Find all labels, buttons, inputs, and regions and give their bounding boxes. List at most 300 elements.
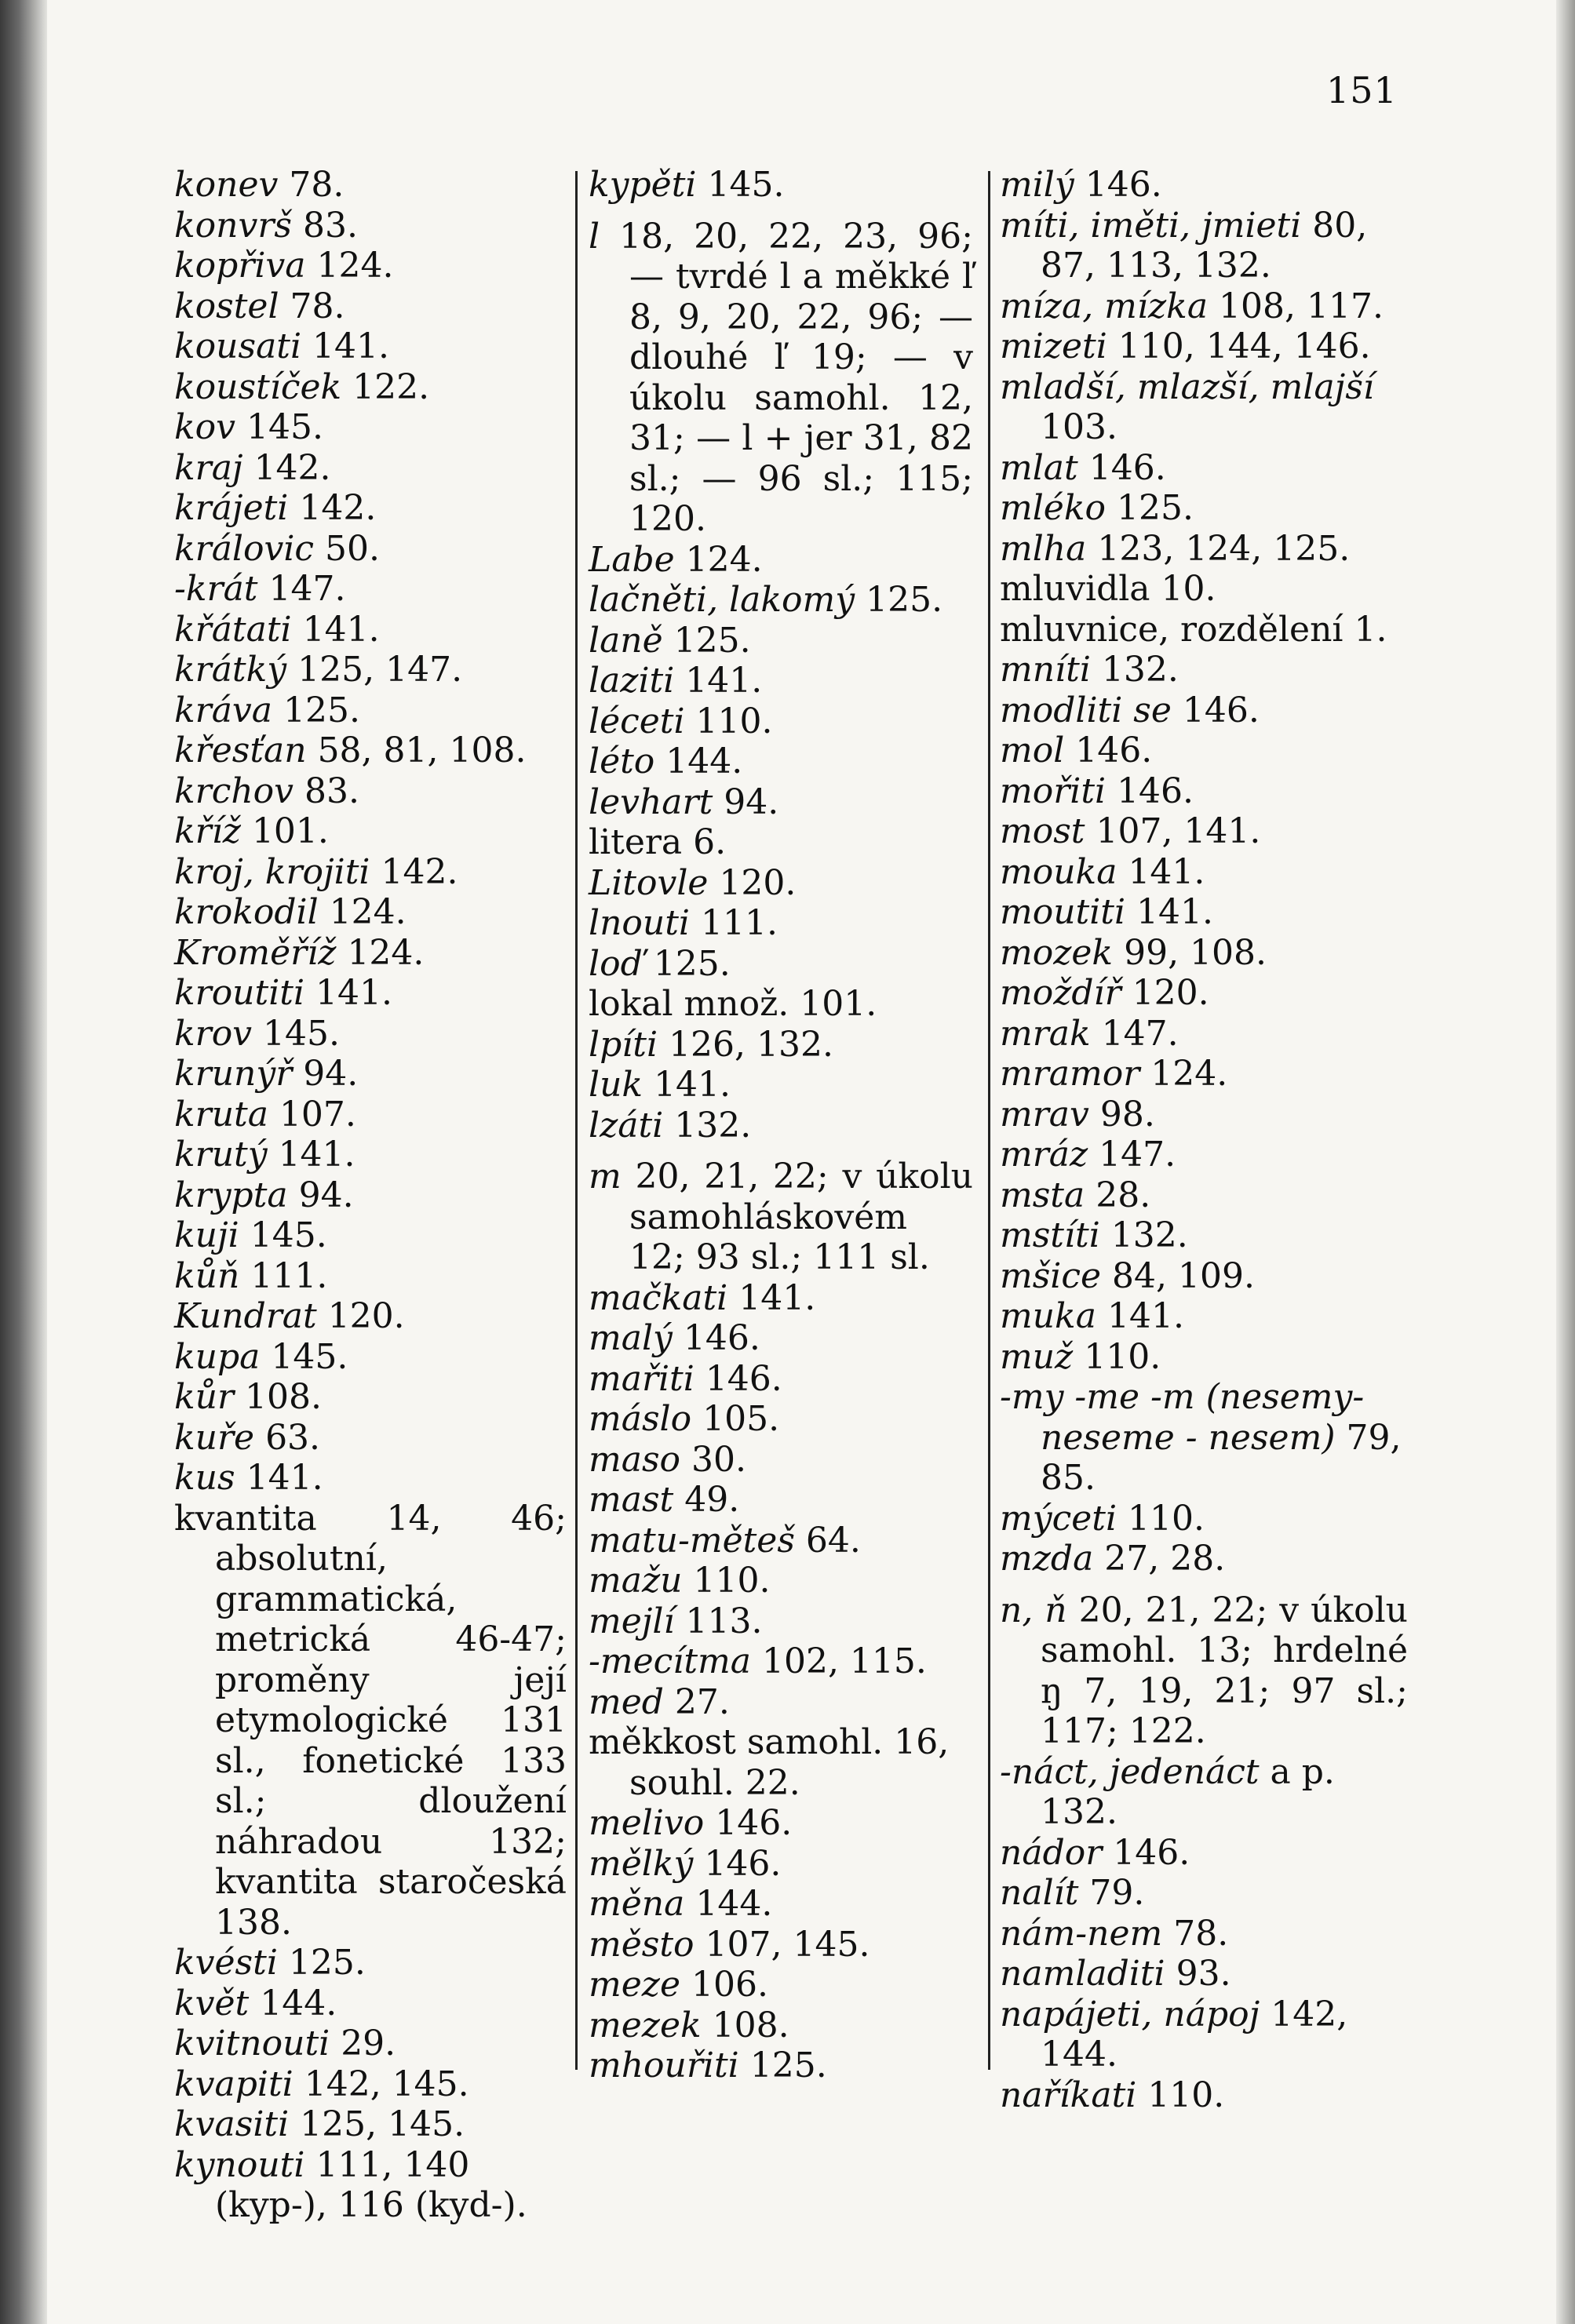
index-entry: [174, 1337, 567, 1378]
index-headword: mol: [1000, 730, 1065, 770]
index-entry: [1000, 2075, 1408, 2116]
index-entry: [589, 540, 973, 581]
index-headword: lačněti, lakomý: [589, 580, 855, 620]
index-headword: kůr: [174, 1377, 235, 1417]
index-references: 108, 117.: [1208, 286, 1384, 326]
index-headword: mlat: [1000, 447, 1078, 488]
index-references: 94.: [287, 1175, 354, 1215]
index-references: 146.: [1102, 1832, 1190, 1873]
index-references: 120.: [708, 862, 797, 903]
index-headword: laně: [589, 620, 663, 661]
index-entry: [1000, 448, 1408, 489]
page-number: 151: [1326, 69, 1398, 111]
index-headword: kvapiti: [174, 2064, 293, 2104]
index-references: 28.: [1085, 1175, 1151, 1215]
index-headword: kypěti: [589, 165, 697, 205]
index-references: 146.: [1106, 770, 1194, 811]
index-headword: melivo: [589, 1803, 705, 1843]
index-headword: máslo: [589, 1399, 692, 1439]
index-references: 108.: [234, 1377, 323, 1417]
index-entry: [1000, 1215, 1408, 1256]
index-references: 125.: [277, 1943, 366, 1983]
index-entry: [174, 610, 567, 650]
index-entry: [174, 529, 567, 570]
index-headword: kus: [174, 1458, 235, 1498]
index-headword: míza, mízka: [1000, 286, 1209, 326]
index-references: a p. 132.: [1041, 1751, 1335, 1832]
index-entry: [1000, 690, 1408, 731]
index-entry: [174, 892, 567, 933]
index-entry: [1000, 286, 1408, 327]
index-entry: [589, 1682, 973, 1723]
index-headword: křesťan: [174, 730, 307, 770]
index-headword: nádor: [1000, 1832, 1103, 1873]
index-headword: kostel: [174, 286, 279, 326]
index-entry: [174, 730, 567, 771]
index-entry: [174, 1014, 567, 1055]
index-headword: modliti se: [1000, 690, 1172, 730]
index-references: 18, 20, 22, 23, 96; — tvrdé l a měkké ľ 8, 9, 20, 22, 96; — dlouhé ľ 19; — v úkolu samohl. 12, 31; — l + jer 31, 82 sl.; — 96 sl.; 115; 120.: [600, 216, 973, 539]
index-entry: [174, 852, 567, 893]
index-headword: n, ň: [1000, 1590, 1067, 1630]
index-references: 145.: [252, 1013, 341, 1054]
index-references: 20, 21, 22; v úkolu samohláskovém 12; 93 sl.; 111 sl.: [621, 1157, 973, 1277]
index-entry: [1000, 1296, 1408, 1337]
index-references: 111.: [239, 1255, 328, 1296]
index-references: 80, 87, 113, 132.: [1041, 205, 1368, 286]
index-entry: [174, 933, 567, 974]
index-headword: moutiti: [1000, 892, 1126, 932]
index-headword: kraj: [174, 447, 243, 488]
index-headword: mrak: [1000, 1013, 1091, 1054]
index-entry: [174, 367, 567, 408]
index-headword: mozek: [1000, 932, 1114, 973]
index-references: 141.: [235, 1458, 323, 1498]
index-column-3: [1000, 165, 1408, 2115]
index-entry: [174, 1418, 567, 1459]
index-references: 125, 147.: [286, 650, 463, 690]
index-headword: kynouti: [174, 2144, 305, 2185]
index-references: 64.: [794, 1520, 861, 1561]
index-references: 125, 145.: [289, 2104, 465, 2144]
index-entry: [589, 580, 973, 621]
index-entry: [174, 286, 567, 327]
index-headword: krov: [174, 1013, 253, 1054]
index-references: 102, 115.: [750, 1641, 927, 1681]
index-entry: [589, 984, 973, 1025]
index-entry: [589, 1399, 973, 1440]
index-entry: [174, 1983, 567, 2024]
index-headword: mladší, mlazší, mlajší: [1000, 366, 1374, 407]
index-headword: kuře: [174, 1417, 255, 1458]
index-headword: krchov: [174, 770, 294, 811]
index-references: 146.: [704, 1803, 793, 1843]
index-references: 122.: [341, 366, 430, 407]
index-entry: [589, 822, 973, 863]
index-headword: mačkati: [589, 1277, 728, 1318]
index-entry: [1000, 1539, 1408, 1579]
index-references: 107, 141.: [1085, 811, 1261, 851]
index-headword: léceti: [589, 701, 685, 741]
index-references: 147.: [1090, 1013, 1179, 1054]
index-references: 142.: [288, 488, 377, 528]
index-references: 132.: [663, 1105, 752, 1146]
index-references: 110.: [684, 701, 773, 741]
index-references: 103.: [1041, 407, 1117, 447]
index-headword: -náct, jedenáct: [1000, 1751, 1260, 1792]
index-references: měkkost samohl. 16, souhl. 22.: [589, 1722, 950, 1803]
index-references: 145.: [260, 1336, 348, 1377]
index-entry: [589, 621, 973, 661]
index-headword: kříž: [174, 811, 241, 851]
index-references: 110.: [1136, 2074, 1225, 2115]
index-entry: [174, 448, 567, 489]
index-references: mluvnice, rozdělení 1.: [1000, 609, 1387, 650]
index-headword: léto: [589, 741, 655, 781]
column-rule: [988, 171, 990, 2070]
index-entry: [1000, 1014, 1408, 1055]
index-headword: -mecítma: [589, 1641, 751, 1681]
index-entry: [174, 1256, 567, 1297]
index-entry: [1000, 1054, 1408, 1095]
index-references: 78.: [1162, 1913, 1229, 1954]
index-headword: luk: [589, 1065, 643, 1105]
column-rule: [575, 171, 578, 2070]
index-references: 123, 124, 125.: [1086, 528, 1351, 569]
index-entry: [589, 1884, 973, 1925]
index-references: 144.: [654, 741, 743, 781]
page-edge-shadow: [1556, 0, 1575, 2324]
index-headword: mizeti: [1000, 326, 1107, 366]
page-binding-shadow: [0, 0, 47, 2324]
index-entry: [174, 811, 567, 852]
index-entry: [1000, 650, 1408, 690]
index-headword: krypta: [174, 1175, 288, 1215]
index-references: 79, 85.: [1041, 1417, 1402, 1498]
index-headword: nám-nem: [1000, 1913, 1163, 1954]
index-entry: [1000, 165, 1408, 206]
index-references: 141.: [1125, 892, 1214, 932]
index-references: 120.: [316, 1296, 405, 1336]
index-references: 125.: [662, 620, 751, 661]
index-headword: krokodil: [174, 892, 319, 932]
index-entry: [589, 1359, 973, 1400]
index-references: 110.: [682, 1561, 771, 1601]
index-references: 20, 21, 22; v úkolu samohl. 13; hrdelné ŋ 7, 19, 21; 97 sl.; 117; 122.: [1041, 1590, 1409, 1751]
index-column-1: [174, 165, 567, 2226]
index-entry: [1000, 367, 1408, 448]
index-entry: [174, 1054, 567, 1095]
index-references: 98.: [1088, 1094, 1155, 1135]
index-entry: [589, 1925, 973, 1965]
index-references: 49.: [673, 1480, 740, 1520]
index-entry: [1000, 1095, 1408, 1135]
index-entry: [589, 165, 973, 206]
index-entry: [174, 488, 567, 529]
index-headword: kráva: [174, 690, 273, 730]
index-headword: mhouřiti: [589, 2045, 739, 2085]
index-entry: [589, 863, 973, 904]
index-entry: [1000, 326, 1408, 367]
index-headword: mažu: [589, 1561, 683, 1601]
index-entry: [1000, 933, 1408, 974]
index-entry: [1000, 1914, 1408, 1954]
index-entry: [589, 1157, 973, 1278]
index-headword: muka: [1000, 1296, 1096, 1336]
index-references: 145.: [235, 407, 323, 447]
index-references: 142.: [242, 447, 331, 488]
index-references: 124.: [336, 932, 425, 973]
index-entry: [174, 2064, 567, 2105]
index-references: 101.: [240, 811, 329, 851]
index-entry: [1000, 1175, 1408, 1216]
index-references: 107.: [268, 1094, 356, 1135]
index-entry: [589, 1440, 973, 1481]
index-references: 145.: [696, 165, 785, 205]
index-entry: [174, 1215, 567, 1256]
index-headword: matu-měteš: [589, 1520, 795, 1561]
index-references: 113.: [674, 1601, 763, 1641]
index-references: 125.: [1106, 488, 1194, 528]
index-references: 84, 109.: [1101, 1255, 1255, 1296]
index-references: 145.: [239, 1215, 327, 1255]
index-headword: konvrš: [174, 205, 292, 246]
index-headword: m: [589, 1157, 622, 1197]
index-references: 146.: [694, 1358, 782, 1399]
index-entry: [1000, 811, 1408, 852]
index-headword: meze: [589, 1965, 680, 2005]
index-references: 141.: [727, 1277, 816, 1318]
index-references: 110.: [1117, 1498, 1205, 1539]
index-headword: milý: [1000, 165, 1074, 205]
index-entry: [174, 1458, 567, 1499]
index-entry: [174, 165, 567, 206]
index-references: 105.: [691, 1399, 780, 1439]
index-headword: mráz: [1000, 1135, 1088, 1175]
index-references: kvantita 14, 46; absolutní, grammatická, metrická 46-47; proměny její etymologické 131 sl., fonetické 133 sl.; dloužení náhradou 132; kvantita staročeská 138.: [174, 1498, 567, 1943]
index-references: 141.: [267, 1135, 355, 1175]
index-headword: namladiti: [1000, 1954, 1165, 1994]
index-entry: [174, 1499, 567, 1943]
index-entry: [174, 973, 567, 1014]
index-entry: [1000, 1994, 1408, 2075]
index-entry: [589, 1278, 973, 1319]
index-references: 94.: [713, 781, 779, 822]
index-references: 27.: [663, 1681, 730, 1722]
index-headword: mramor: [1000, 1054, 1140, 1094]
index-entry: [174, 2145, 567, 2226]
index-headword: město: [589, 1924, 695, 1965]
index-headword: -krát: [174, 569, 258, 609]
index-entry: [589, 1025, 973, 1065]
index-headword: míti, iměti, jmieti: [1000, 205, 1302, 246]
index-headword: koustíček: [174, 366, 342, 407]
index-entry: [174, 326, 567, 367]
index-column-2: [589, 165, 973, 2086]
index-entry: [174, 1135, 567, 1175]
index-headword: kruta: [174, 1094, 268, 1135]
index-headword: mezek: [589, 2005, 702, 2045]
index-entry: [1000, 1752, 1408, 1833]
index-entry: [174, 1095, 567, 1135]
index-entry: [1000, 569, 1408, 610]
index-references: 132.: [1099, 1215, 1188, 1255]
index-entry: [1000, 852, 1408, 893]
index-entry: [589, 1521, 973, 1561]
index-references: 125.: [272, 690, 360, 730]
index-headword: l: [589, 216, 600, 257]
index-entry: [589, 701, 973, 742]
index-headword: -my -me -m (nesemy-neseme - nesem): [1000, 1377, 1365, 1458]
index-entry: [589, 782, 973, 823]
index-headword: květ: [174, 1983, 250, 2023]
index-headword: laziti: [589, 661, 675, 701]
index-headword: mast: [589, 1480, 674, 1520]
index-entry: [589, 944, 973, 985]
index-references: 125.: [855, 580, 943, 620]
index-references: 147.: [1088, 1135, 1176, 1175]
index-entry: [589, 1065, 973, 1106]
index-headword: kousati: [174, 326, 302, 366]
index-headword: Kroměříž: [174, 932, 337, 973]
index-headword: mléko: [1000, 488, 1106, 528]
index-references: 144.: [684, 1884, 773, 1924]
index-headword: malý: [589, 1318, 673, 1358]
index-headword: královic: [174, 528, 315, 569]
index-entry: [589, 1601, 973, 1642]
index-headword: mělký: [589, 1843, 694, 1884]
index-references: 58, 81, 108.: [306, 730, 527, 770]
index-references: 79.: [1078, 1873, 1145, 1913]
index-headword: Kundrat: [174, 1296, 317, 1336]
index-references: 124.: [305, 246, 394, 286]
index-headword: maso: [589, 1439, 681, 1480]
index-references: 94.: [292, 1054, 359, 1094]
index-headword: lpíti: [589, 1024, 658, 1065]
index-entry: [589, 1561, 973, 1601]
index-headword: kvésti: [174, 1943, 278, 1983]
index-entry: [1000, 1377, 1408, 1499]
index-headword: most: [1000, 811, 1085, 851]
index-references: 142.: [370, 851, 458, 892]
index-headword: krutý: [174, 1135, 268, 1175]
index-headword: kůň: [174, 1255, 240, 1296]
index-references: 111, 140 (kyp-), 116 (kyd-).: [215, 2144, 527, 2225]
index-headword: mlha: [1000, 528, 1087, 569]
index-headword: mařiti: [589, 1358, 695, 1399]
index-references: 141.: [1117, 851, 1205, 892]
index-references: 108.: [701, 2005, 789, 2045]
index-references: 141.: [674, 661, 763, 701]
index-entry: [174, 2104, 567, 2145]
index-headword: levhart: [589, 781, 713, 822]
index-references: 83.: [291, 205, 358, 246]
index-references: 30.: [680, 1439, 746, 1480]
index-references: 120.: [1121, 973, 1209, 1013]
index-entry: [1000, 206, 1408, 286]
index-entry: [174, 2023, 567, 2064]
index-headword: loď: [589, 943, 643, 984]
index-entry: [589, 1106, 973, 1146]
index-headword: kupa: [174, 1336, 261, 1377]
index-entry: [1000, 1499, 1408, 1539]
index-references: 124.: [318, 892, 407, 932]
index-references: 63.: [254, 1417, 321, 1458]
index-headword: kuji: [174, 1215, 239, 1255]
index-entry: [1000, 1135, 1408, 1175]
index-entry: [1000, 488, 1408, 529]
index-headword: krájeti: [174, 488, 289, 528]
index-entry: [589, 217, 973, 540]
index-entry: [589, 903, 973, 944]
index-entry: [174, 1943, 567, 1983]
index-entry: [1000, 1590, 1408, 1752]
index-headword: mníti: [1000, 650, 1091, 690]
index-headword: napájeti, nápoj: [1000, 1994, 1260, 2034]
index-references: 83.: [293, 770, 359, 811]
index-headword: Litovle: [589, 862, 709, 903]
index-headword: mouka: [1000, 851, 1117, 892]
index-references: 124.: [1139, 1054, 1228, 1094]
index-references: 142, 144.: [1041, 1994, 1348, 2074]
index-headword: kov: [174, 407, 236, 447]
index-headword: msta: [1000, 1175, 1085, 1215]
index-headword: mzda: [1000, 1539, 1094, 1579]
index-references: 110, 144, 146.: [1107, 326, 1371, 366]
index-headword: Labe: [589, 539, 675, 580]
index-references: 78.: [279, 286, 345, 326]
index-headword: kvasiti: [174, 2104, 290, 2144]
index-headword: lzáti: [589, 1105, 664, 1146]
index-references: 99, 108.: [1113, 932, 1267, 973]
index-headword: konev: [174, 165, 279, 205]
index-entry: [1000, 610, 1408, 650]
index-entry: [589, 1803, 973, 1844]
index-references: 29.: [330, 2023, 396, 2064]
index-entry: [589, 1722, 973, 1803]
index-entry: [174, 1175, 567, 1216]
index-entry: [1000, 730, 1408, 771]
index-references: 141.: [301, 326, 390, 366]
index-headword: mořiti: [1000, 770, 1107, 811]
index-headword: med: [589, 1681, 664, 1722]
index-entry: [174, 407, 567, 448]
index-references: 107, 145.: [694, 1924, 870, 1965]
index-references: 106.: [680, 1965, 768, 2005]
index-references: 141.: [1096, 1296, 1184, 1336]
index-headword: kopřiva: [174, 246, 306, 286]
index-references: 141.: [291, 609, 380, 650]
index-entry: [589, 741, 973, 782]
index-headword: nalít: [1000, 1873, 1079, 1913]
index-references: 147.: [257, 569, 346, 609]
index-headword: mejlí: [589, 1601, 675, 1641]
index-entry: [589, 1965, 973, 2005]
index-entry: [1000, 1256, 1408, 1297]
index-headword: kroj, krojiti: [174, 851, 370, 892]
index-references: 146.: [1171, 690, 1260, 730]
index-headword: muž: [1000, 1336, 1074, 1377]
index-references: 93.: [1165, 1954, 1231, 1994]
index-references: 126, 132.: [658, 1024, 833, 1065]
index-references: mluvidla 10.: [1000, 569, 1216, 609]
index-entry: [174, 1377, 567, 1418]
index-references: 124.: [674, 539, 763, 580]
index-references: 146.: [1074, 165, 1162, 205]
index-entry: [1000, 771, 1408, 812]
index-entry: [174, 690, 567, 731]
index-entry: [589, 2005, 973, 2046]
